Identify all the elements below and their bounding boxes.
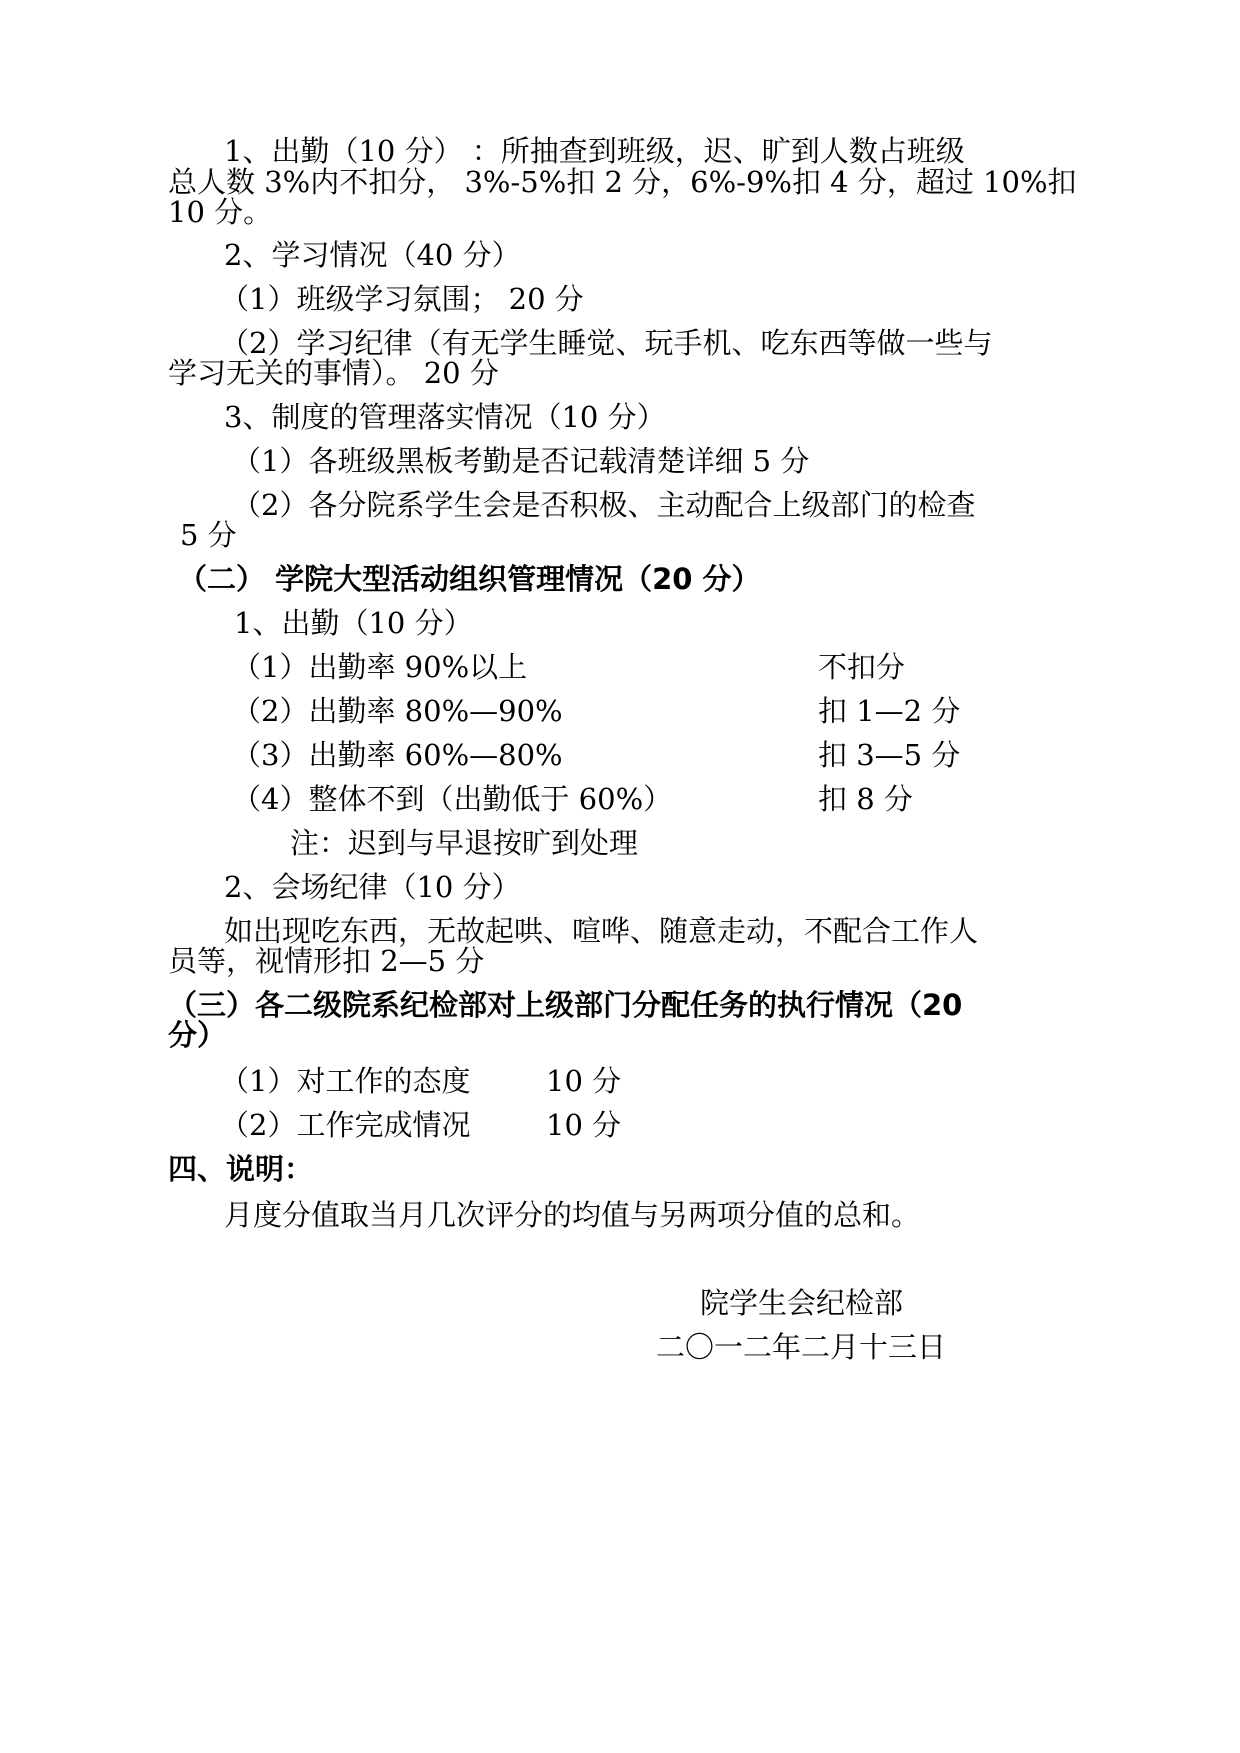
sec2-discipline-line-1: 如出现吃东西，无故起哄、喧哗、随意走动，不配合工作人	[224, 914, 979, 948]
signature-org: 院学生会纪检部	[700, 1286, 904, 1320]
sec2-attendance-row-label: （2）出勤率 80%—90%	[232, 694, 563, 728]
sec2-attendance-row-score: 扣 3—5 分	[818, 738, 961, 772]
attendance-rule-line-1: 1、出勤（10 分） ：所抽查到班级，迟、旷到人数占班级	[224, 134, 965, 168]
attendance-rule-line-2: 总人数 3%内不扣分， 3%-5%扣 2 分，6%-9%扣 4 分，超过 10%扣	[168, 165, 1077, 199]
section-3-heading-line-1: （三）各二级院系纪检部对上级部门分配任务的执行情况（20	[168, 988, 963, 1022]
signature-date: 二〇一二年二月十三日	[656, 1330, 947, 1364]
sec2-attendance-row-score: 扣 1—2 分	[818, 694, 961, 728]
sec2-discipline-line-2: 员等，视情形扣 2—5 分	[168, 944, 485, 978]
sec2-attendance-row-label: （3）出勤率 60%—80%	[232, 738, 563, 772]
sec3-row-label: （1）对工作的态度	[220, 1064, 471, 1098]
sec2-attendance-row-score: 扣 8 分	[818, 782, 913, 816]
study-item-discipline-line-1: （2）学习纪律（有无学生睡觉、玩手机、吃东西等做一些与	[220, 326, 993, 360]
system-title: 3、制度的管理落实情况（10 分）	[224, 400, 666, 434]
section-3-heading-line-2: 分）	[168, 1018, 227, 1052]
sec2-attendance-row-label: （1）出勤率 90%以上	[232, 650, 528, 684]
sec2-note: 注：迟到与早退按旷到处理	[290, 826, 639, 860]
study-item-discipline-line-2: 学习无关的事情）。 20 分	[168, 356, 499, 390]
sec3-row-score: 10 分	[546, 1108, 622, 1142]
sec2-attendance-row-label: （4）整体不到（出勤低于 60%）	[232, 782, 673, 816]
system-item-blackboard: （1）各班级黑板考勤是否记载清楚详细 5 分	[232, 444, 810, 478]
sec2-attendance-title: 1、出勤（10 分）	[234, 606, 473, 640]
attendance-rule-line-3: 10 分。	[168, 195, 273, 229]
system-item-cooperation-line-1: （2）各分院系学生会是否积极、主动配合上级部门的检查	[232, 488, 976, 522]
study-title: 2、学习情况（40 分）	[224, 238, 521, 272]
section-4-text: 月度分值取当月几次评分的均值与另两项分值的总和。	[224, 1198, 921, 1232]
sec2-attendance-row-score: 不扣分	[818, 650, 906, 684]
section-2-heading: （二） 学院大型活动组织管理情况（20 分）	[178, 562, 761, 596]
sec3-row-score: 10 分	[546, 1064, 622, 1098]
sec2-discipline-title: 2、会场纪律（10 分）	[224, 870, 521, 904]
section-4-heading: 四、说明：	[168, 1152, 314, 1186]
sec3-row-label: （2）工作完成情况	[220, 1108, 471, 1142]
study-item-atmosphere: （1）班级学习氛围； 20 分	[220, 282, 584, 316]
system-item-cooperation-line-2: 5 分	[180, 518, 237, 552]
